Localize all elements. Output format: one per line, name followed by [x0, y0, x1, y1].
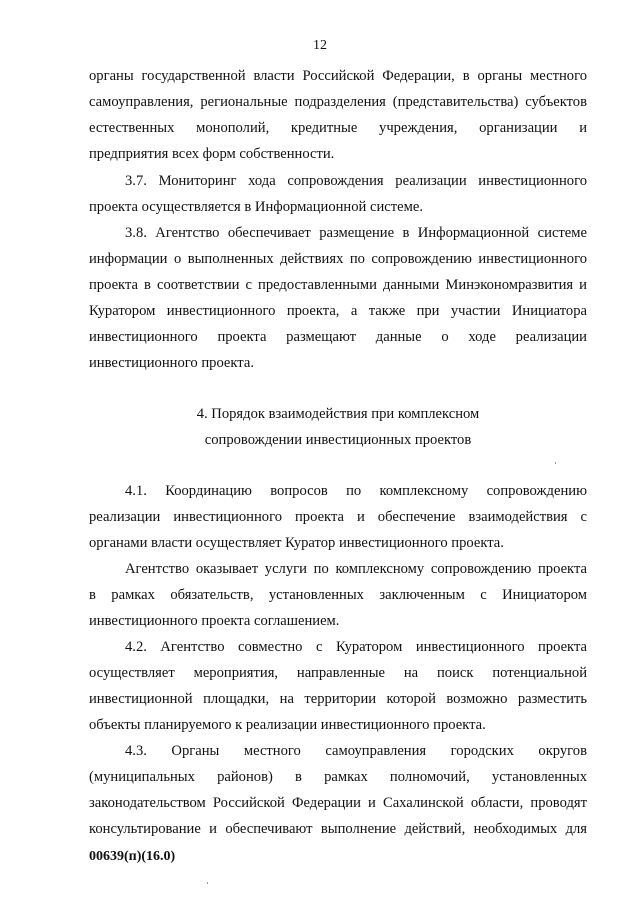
text-line: инвестиционного проекта размещают данные о ходе реализации — [89, 329, 587, 345]
scan-speck — [207, 882, 208, 884]
text-line: предприятия всех форм собственности. — [89, 146, 335, 162]
text-line: 4.1. Координацию вопросов по комплексному сопровождению — [125, 483, 587, 499]
text-line: самоуправления, региональные подразделения (представительства) субъектов — [89, 94, 587, 110]
text-line: органами власти осуществляет Куратор инвестиционного проекта. — [89, 535, 504, 551]
section-heading: 4. Порядок взаимодействия при комплексном — [196, 406, 480, 422]
page-number: 12 — [313, 38, 327, 53]
text-line: органы государственной власти Российской Федерации, в органы местного — [89, 68, 587, 84]
text-line: 3.7. Мониторинг хода сопровождения реализации инвестиционного — [125, 173, 587, 189]
text-line: 4.3. Органы местного самоуправления городских округов — [125, 743, 587, 759]
text-line: 3.8. Агентство обеспечивает размещение в Информационной системе — [125, 225, 587, 241]
text-line: объекты планируемого к реализации инвестиционного проекта. — [89, 717, 486, 733]
text-line: естественных монополий, кредитные учреждения, организации и — [89, 120, 587, 136]
text-line: проекта осуществляется в Информационной системе. — [89, 199, 423, 215]
text-line: информации о выполненных действиях по сопровождению инвестиционного — [89, 251, 587, 267]
text-line: инвестиционного проекта. — [89, 355, 254, 371]
scan-speck — [555, 462, 556, 464]
section-heading: сопровождении инвестиционных проектов — [204, 432, 472, 448]
text-line: (муниципальных районов) в рамках полномочий, установленных — [89, 769, 587, 785]
text-line: инвестиционного проекта соглашением. — [89, 613, 340, 629]
document-code: 00639(п)(16.0) — [89, 849, 176, 864]
text-line: в рамках обязательств, установленных заключенным с Инициатором — [89, 587, 587, 603]
text-line: осуществляет мероприятия, направленные на поиск потенциальной — [89, 665, 587, 681]
text-line: 4.2. Агентство совместно с Куратором инвестиционного проекта — [125, 639, 587, 655]
text-line: Агентство оказывает услуги по комплексному сопровождению проекта — [125, 561, 587, 577]
text-line: Куратором инвестиционного проекта, а также при участии Инициатора — [89, 303, 587, 319]
text-line: проекта в соответствии с предоставленными данными Минэкономразвития и — [89, 277, 587, 293]
text-line: консультирование и обеспечивают выполнение действий, необходимых для — [89, 821, 587, 837]
text-line: законодательством Российской Федерации и Сахалинской области, проводят — [89, 795, 587, 811]
text-line: реализации инвестиционного проекта и обеспечение взаимодействия с — [89, 509, 587, 525]
text-line: инвестиционной площадки, на территории которой возможно разместить — [89, 691, 587, 707]
